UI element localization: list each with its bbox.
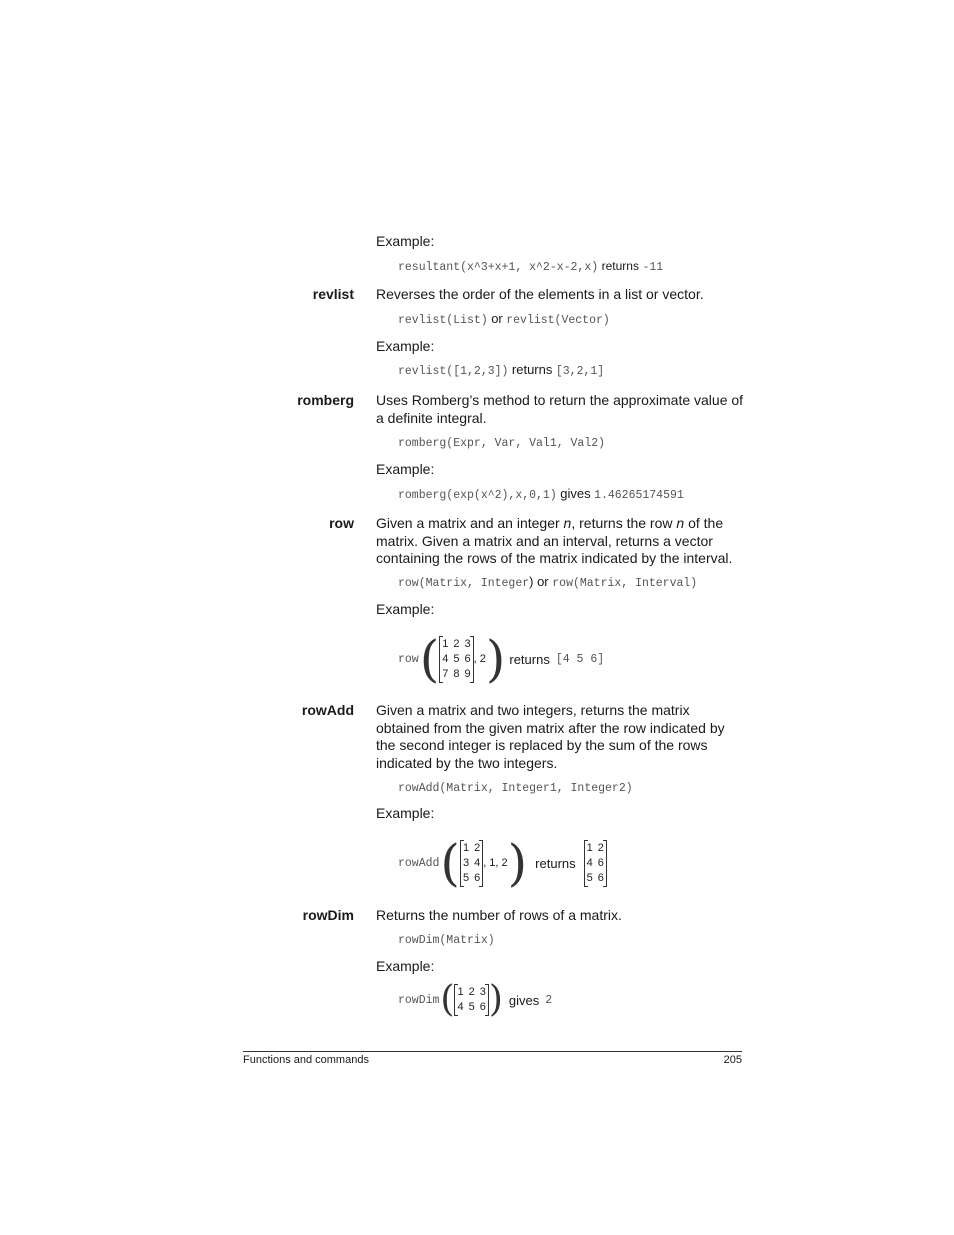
left-paren: ( <box>440 834 460 892</box>
romberg-example-code: romberg(exp(x^2),x,0,1) <box>398 489 557 502</box>
matrix-cell: 5 <box>453 652 460 665</box>
rowdim-example-line <box>398 979 553 1020</box>
matrix-cell: 1 <box>462 841 470 854</box>
row-syntax1: row(Matrix, Integer <box>398 577 530 590</box>
matrix-cell: 8 <box>453 667 460 680</box>
matrix-row <box>463 871 480 886</box>
row-description <box>376 515 746 568</box>
row-example-fn: row <box>398 652 419 666</box>
row-example-line <box>398 630 605 688</box>
matrix-cell: 6 <box>479 1001 486 1013</box>
revlist-term: revlist <box>312 286 354 302</box>
revlist-example-code: revlist([1,2,3]) <box>398 365 509 378</box>
matrix-cell: 4 <box>442 652 449 665</box>
matrix-cell: 5 <box>468 1001 475 1013</box>
romberg-description: Uses Romberg’s method to return the approximate value of a definite integral. <box>376 392 744 426</box>
revlist-example-word: returns <box>511 362 553 377</box>
footer-rule <box>243 1051 742 1052</box>
matrix-row <box>442 637 470 652</box>
matrix-cell: 2 <box>468 986 475 998</box>
rowadd-example-word: returns <box>535 855 576 871</box>
row-example-result: [4 5 6] <box>555 652 605 666</box>
right-paren: ) <box>488 979 503 1020</box>
rowdim-description: Returns the number of rows of a matrix. <box>376 907 622 923</box>
left-paren: ( <box>419 630 440 688</box>
row-desc-part-a: Given a matrix and an integer <box>376 515 564 531</box>
rowdim-example-label: Example: <box>376 958 435 974</box>
revlist-example-line <box>398 362 604 380</box>
resultant-example-line <box>398 258 663 276</box>
matrix-cell: 6 <box>597 871 604 884</box>
matrix-cell: 1 <box>442 637 449 650</box>
resultant-example-word: returns <box>601 259 639 273</box>
matrix-cell: 1 <box>586 841 593 854</box>
rowdim-example-word: gives <box>508 992 540 1008</box>
right-paren: ) <box>485 630 506 688</box>
matrix-cell: 6 <box>464 652 471 665</box>
revlist-syntax2: revlist(Vector) <box>506 314 610 327</box>
resultant-example-code: resultant(x^3+x+1, x^2-x-2,x) <box>398 261 599 274</box>
rowdim-example-result: 2 <box>545 993 553 1007</box>
left-paren: ( <box>440 979 455 1020</box>
romberg-syntax-code: romberg(Expr, Var, Val1, Val2) <box>398 437 606 450</box>
row-syntax2: row(Matrix, Interval) <box>552 577 698 590</box>
row-desc-n1: n <box>563 515 572 531</box>
row-example-matrix <box>439 636 473 683</box>
rowadd-example-line <box>398 834 607 892</box>
matrix-row <box>442 667 470 682</box>
right-paren: ) <box>507 834 528 892</box>
matrix-row <box>587 856 604 871</box>
matrix-row <box>457 985 485 1000</box>
revlist-example-label: Example: <box>376 338 435 354</box>
rowdim-example-matrix <box>454 984 488 1016</box>
matrix-row <box>442 652 470 667</box>
matrix-cell: 4 <box>457 1001 464 1013</box>
rowadd-result-matrix <box>584 840 607 887</box>
revlist-syntax <box>398 311 610 329</box>
revlist-or: or <box>491 311 503 326</box>
matrix-cell: 1 <box>457 986 464 998</box>
matrix-row <box>463 841 480 856</box>
rowadd-example-fn: rowAdd <box>398 856 440 870</box>
matrix-cell: 4 <box>474 856 481 869</box>
romberg-syntax <box>398 434 605 452</box>
matrix-cell: 2 <box>453 637 460 650</box>
footer-section-title: Functions and commands <box>243 1054 369 1066</box>
rowdim-syntax-code: rowDim(Matrix) <box>398 934 495 947</box>
matrix-row <box>457 1000 485 1015</box>
matrix-cell: 5 <box>462 871 470 884</box>
matrix-cell: 3 <box>464 637 471 650</box>
row-syntax-close: ) <box>529 574 534 589</box>
matrix-row <box>463 856 480 871</box>
matrix-cell: 9 <box>464 667 471 680</box>
matrix-cell: 4 <box>586 856 593 869</box>
rowadd-example-matrix <box>460 840 483 887</box>
footer-page-number: 205 <box>723 1054 742 1066</box>
matrix-cell: 2 <box>474 841 481 854</box>
matrix-cell: 5 <box>586 871 593 884</box>
resultant-example-label: Example: <box>376 233 435 249</box>
row-desc-part-c: of the matrix. Given a matrix and an interval, returns a vector containing the rows of the matrix indicated by the interval. <box>376 515 733 566</box>
resultant-example-result: -11 <box>642 261 664 274</box>
matrix-row <box>587 841 604 856</box>
row-or: or <box>533 574 553 589</box>
romberg-example-label: Example: <box>376 461 435 477</box>
rowadd-example-arg: , 1, 2 <box>483 857 508 869</box>
matrix-row <box>587 871 604 886</box>
matrix-cell: 6 <box>597 856 604 869</box>
revlist-syntax1: revlist(List) <box>398 314 488 327</box>
romberg-example-line <box>398 486 684 504</box>
matrix-cell: 6 <box>474 871 481 884</box>
row-desc-part-b: , returns the row <box>571 515 677 531</box>
row-desc-n2: n <box>676 515 685 531</box>
romberg-example-result: 1.46265174591 <box>594 489 684 502</box>
romberg-example-word: gives <box>560 486 591 501</box>
rowdim-term: rowDim <box>302 907 354 923</box>
rowdim-example-fn: rowDim <box>398 993 440 1007</box>
matrix-cell: 3 <box>462 856 470 869</box>
romberg-term: romberg <box>297 392 354 408</box>
matrix-cell: 3 <box>479 986 486 998</box>
row-example-label: Example: <box>376 601 435 617</box>
rowadd-description: Given a matrix and two integers, returns the matrix obtained from the given matrix after the row indicated by the second integer is replaced by the sum of the rows indicated by the two integers. <box>376 702 725 771</box>
rowadd-syntax-code: rowAdd(Matrix, Integer1, Integer2) <box>398 782 633 795</box>
matrix-cell: 7 <box>442 667 449 680</box>
row-syntax <box>398 574 697 592</box>
row-example-word: returns <box>509 651 550 667</box>
revlist-example-result: [3,2,1] <box>555 365 605 378</box>
row-term: row <box>329 515 354 531</box>
matrix-cell: 2 <box>597 841 604 854</box>
revlist-description: Reverses the order of the elements in a list or vector. <box>376 286 704 302</box>
rowadd-example-label: Example: <box>376 805 435 821</box>
row-example-arg: , 2 <box>473 653 486 665</box>
rowdim-syntax <box>398 931 495 949</box>
rowadd-syntax <box>398 779 633 797</box>
rowadd-term: rowAdd <box>301 702 354 718</box>
